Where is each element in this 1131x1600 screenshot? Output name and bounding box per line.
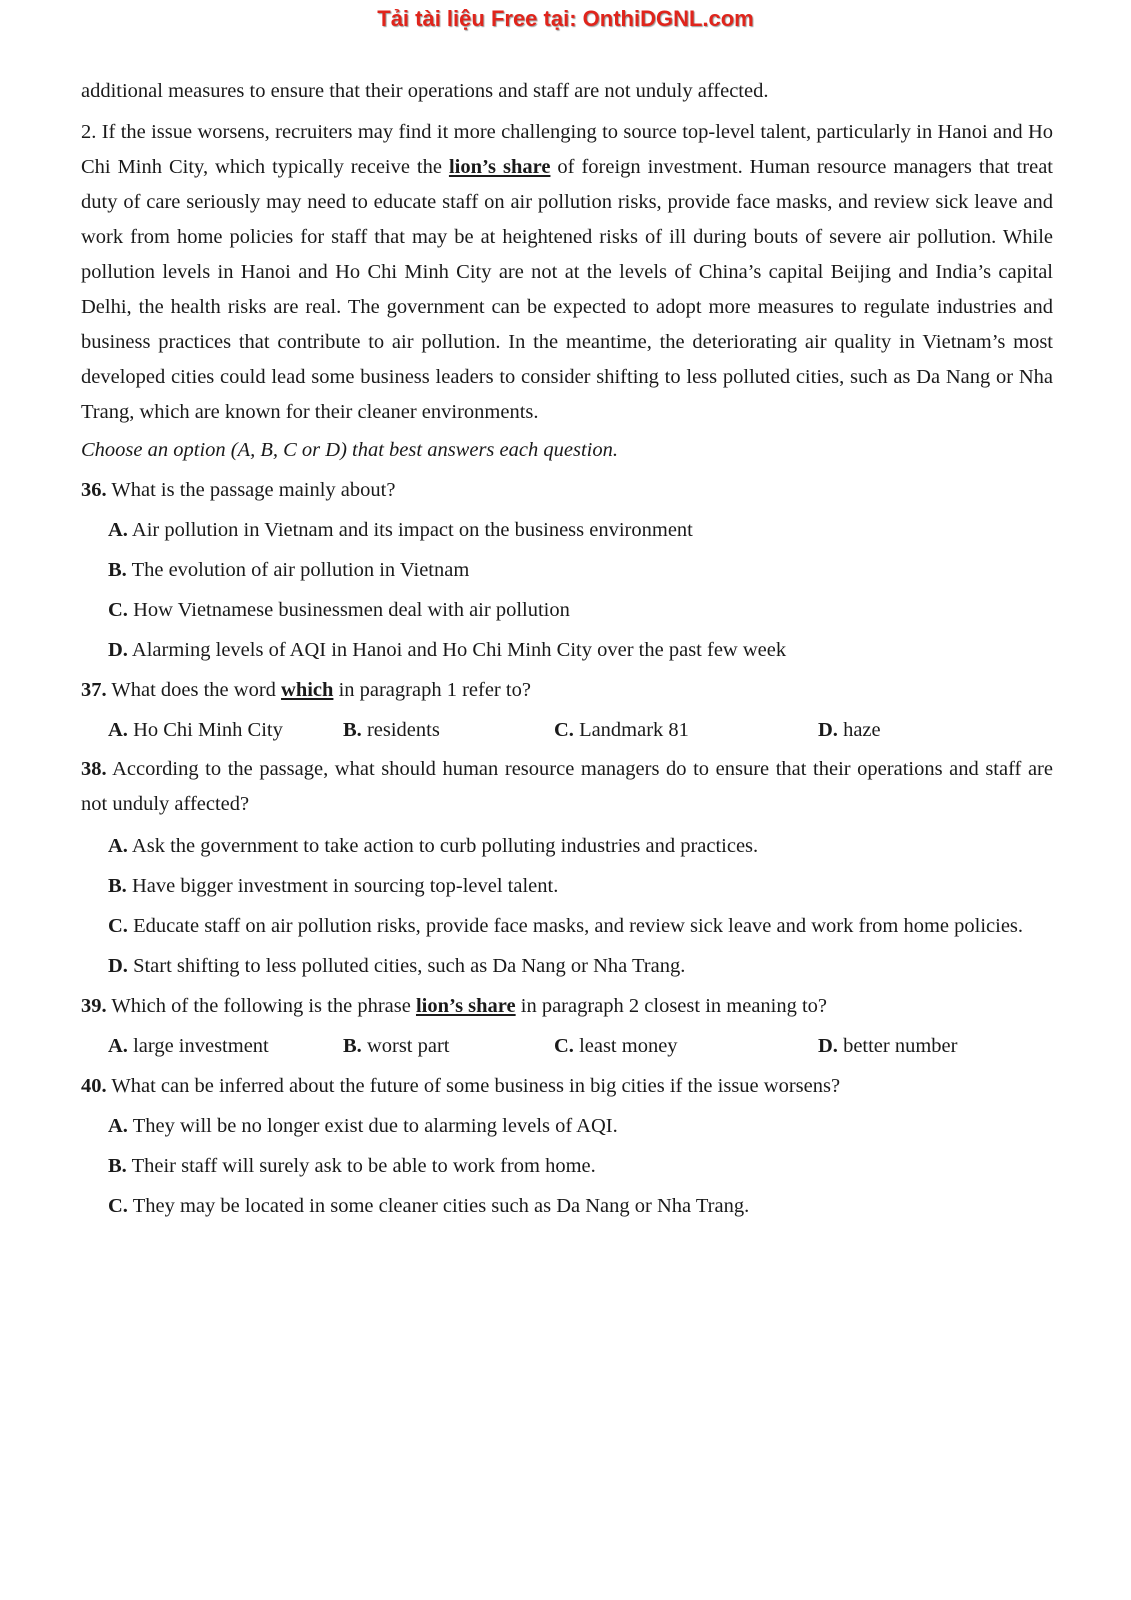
page-header-link[interactable]: Tải tài liệu Free tại: OnthiDGNL.com [377, 6, 754, 31]
option-text: How Vietnamese businessmen deal with air pollution [127, 599, 570, 621]
option-text: large investment [127, 1035, 269, 1057]
option-text: haze [837, 719, 881, 741]
highlighted-word: which [281, 679, 334, 701]
option-37-d[interactable] [818, 710, 881, 750]
question-number: 38. [81, 758, 107, 780]
question-text: in paragraph 1 refer to? [333, 679, 531, 701]
question-40 [81, 1066, 1053, 1106]
question-39 [81, 986, 1053, 1026]
option-letter: B. [108, 1155, 127, 1177]
option-letter: C. [554, 719, 574, 741]
option-letter: C. [554, 1035, 574, 1057]
option-text: Ho Chi Minh City [127, 719, 283, 741]
option-37-b[interactable] [343, 710, 440, 750]
option-letter: A. [108, 1035, 128, 1057]
passage-line: additional measures to ensure that their operations and staff are not unduly affected. [81, 80, 769, 102]
option-text: They will be no longer exist due to alarming levels of AQI. [127, 1115, 618, 1137]
question-number: 40. [81, 1075, 107, 1097]
question-text: What does the word [106, 679, 282, 701]
option-38-b[interactable] [81, 866, 1053, 906]
question-number: 36. [81, 479, 107, 501]
option-39-d[interactable] [818, 1026, 957, 1066]
question-text: in paragraph 2 closest in meaning to? [515, 995, 828, 1017]
paragraph-text: 2. If the issue worsens, recruiters may find it more challenging to source top-level talent, particularly in Hanoi and Ho Chi Minh City, which typically receive the [81, 121, 1053, 178]
option-36-d[interactable] [81, 630, 1053, 670]
option-letter: C. [108, 915, 128, 937]
question-text: What is the passage mainly about? [106, 479, 396, 501]
option-letter: B. [108, 559, 127, 581]
option-text: Start shifting to less polluted cities, such as Da Nang or Nha Trang. [127, 955, 686, 977]
option-text: Landmark 81 [573, 719, 689, 741]
option-text: Educate staff on air pollution risks, provide face masks, and review sick leave and work from home policies. [127, 915, 1024, 937]
option-38-d[interactable] [81, 946, 1053, 986]
question-number: 39. [81, 995, 107, 1017]
option-letter: C. [108, 1195, 128, 1217]
question-36 [81, 470, 1053, 510]
option-37-a[interactable] [108, 710, 283, 750]
options-row-37 [81, 710, 1053, 750]
option-text: Air pollution in Vietnam and its impact on the business environment [127, 519, 693, 541]
option-letter: D. [818, 719, 838, 741]
option-40-b[interactable] [81, 1146, 1053, 1186]
options-row-39 [81, 1026, 1053, 1066]
question-text: What can be inferred about the future of some business in big cities if the issue worsens? [106, 1075, 841, 1097]
option-letter: D. [818, 1035, 838, 1057]
question-38 [81, 752, 1053, 822]
option-38-c[interactable] [81, 906, 1053, 946]
option-40-c[interactable] [81, 1186, 1053, 1226]
option-letter: D. [108, 955, 128, 977]
highlighted-phrase: lion’s share [448, 156, 551, 178]
option-letter: A. [108, 835, 128, 857]
option-39-c[interactable] [554, 1026, 678, 1066]
option-text: better number [837, 1035, 958, 1057]
option-letter: A. [108, 719, 128, 741]
option-letter: B. [343, 1035, 362, 1057]
option-text: The evolution of air pollution in Vietnam [126, 559, 470, 581]
paragraph-text: of foreign investment. Human resource managers that treat duty of care seriously may need to educate staff on air pollution risks, provide face masks, and review sick leave and work from home policies for staff that may be at heightened risks of ill during bouts of severe air pollution. While pollution levels in Hanoi and Ho Chi Minh City are not at the levels of China’s capital Beijing and India’s capital Delhi, the health risks are real. The government can be expected to adopt more measures to regulate industries and business practices that contribute to air pollution. In the meantime, the deteriorating air quality in Vietnam’s most developed cities could lead some business leaders to consider shifting to less polluted cities, such as Da Nang or Nha Trang, which are known for their cleaner environments. [81, 156, 1053, 423]
option-letter: A. [108, 519, 128, 541]
option-39-a[interactable] [108, 1026, 269, 1066]
option-36-b[interactable] [81, 550, 1053, 590]
option-text: Have bigger investment in sourcing top-level talent. [126, 875, 559, 897]
option-text: Their staff will surely ask to be able to work from home. [126, 1155, 596, 1177]
option-text: residents [361, 719, 440, 741]
instruction: Choose an option (A, B, C or D) that best answers each question. [81, 439, 618, 461]
option-39-b[interactable] [343, 1026, 450, 1066]
passage-paragraph-2 [81, 115, 1053, 430]
option-letter: A. [108, 1115, 128, 1137]
option-text: They may be located in some cleaner cities such as Da Nang or Nha Trang. [127, 1195, 750, 1217]
question-number: 37. [81, 679, 107, 701]
option-letter: D. [108, 639, 128, 661]
option-text: worst part [361, 1035, 450, 1057]
option-text: Ask the government to take action to curb polluting industries and practices. [127, 835, 759, 857]
option-letter: C. [108, 599, 128, 621]
highlighted-phrase: lion’s share [415, 995, 516, 1017]
option-36-c[interactable] [81, 590, 1053, 630]
option-40-a[interactable] [81, 1106, 1053, 1146]
question-text: Which of the following is the phrase [106, 995, 416, 1017]
question-text: According to the passage, what should human resource managers do to ensure that their operations and staff are not unduly affected? [81, 758, 1053, 815]
option-37-c[interactable] [554, 710, 689, 750]
option-letter: B. [343, 719, 362, 741]
question-37 [81, 670, 1053, 710]
option-text: least money [573, 1035, 678, 1057]
document-body [81, 74, 1053, 1226]
option-38-a[interactable] [81, 826, 1053, 866]
option-text: Alarming levels of AQI in Hanoi and Ho Chi Minh City over the past few week [127, 639, 787, 661]
option-36-a[interactable] [81, 510, 1053, 550]
option-letter: B. [108, 875, 127, 897]
